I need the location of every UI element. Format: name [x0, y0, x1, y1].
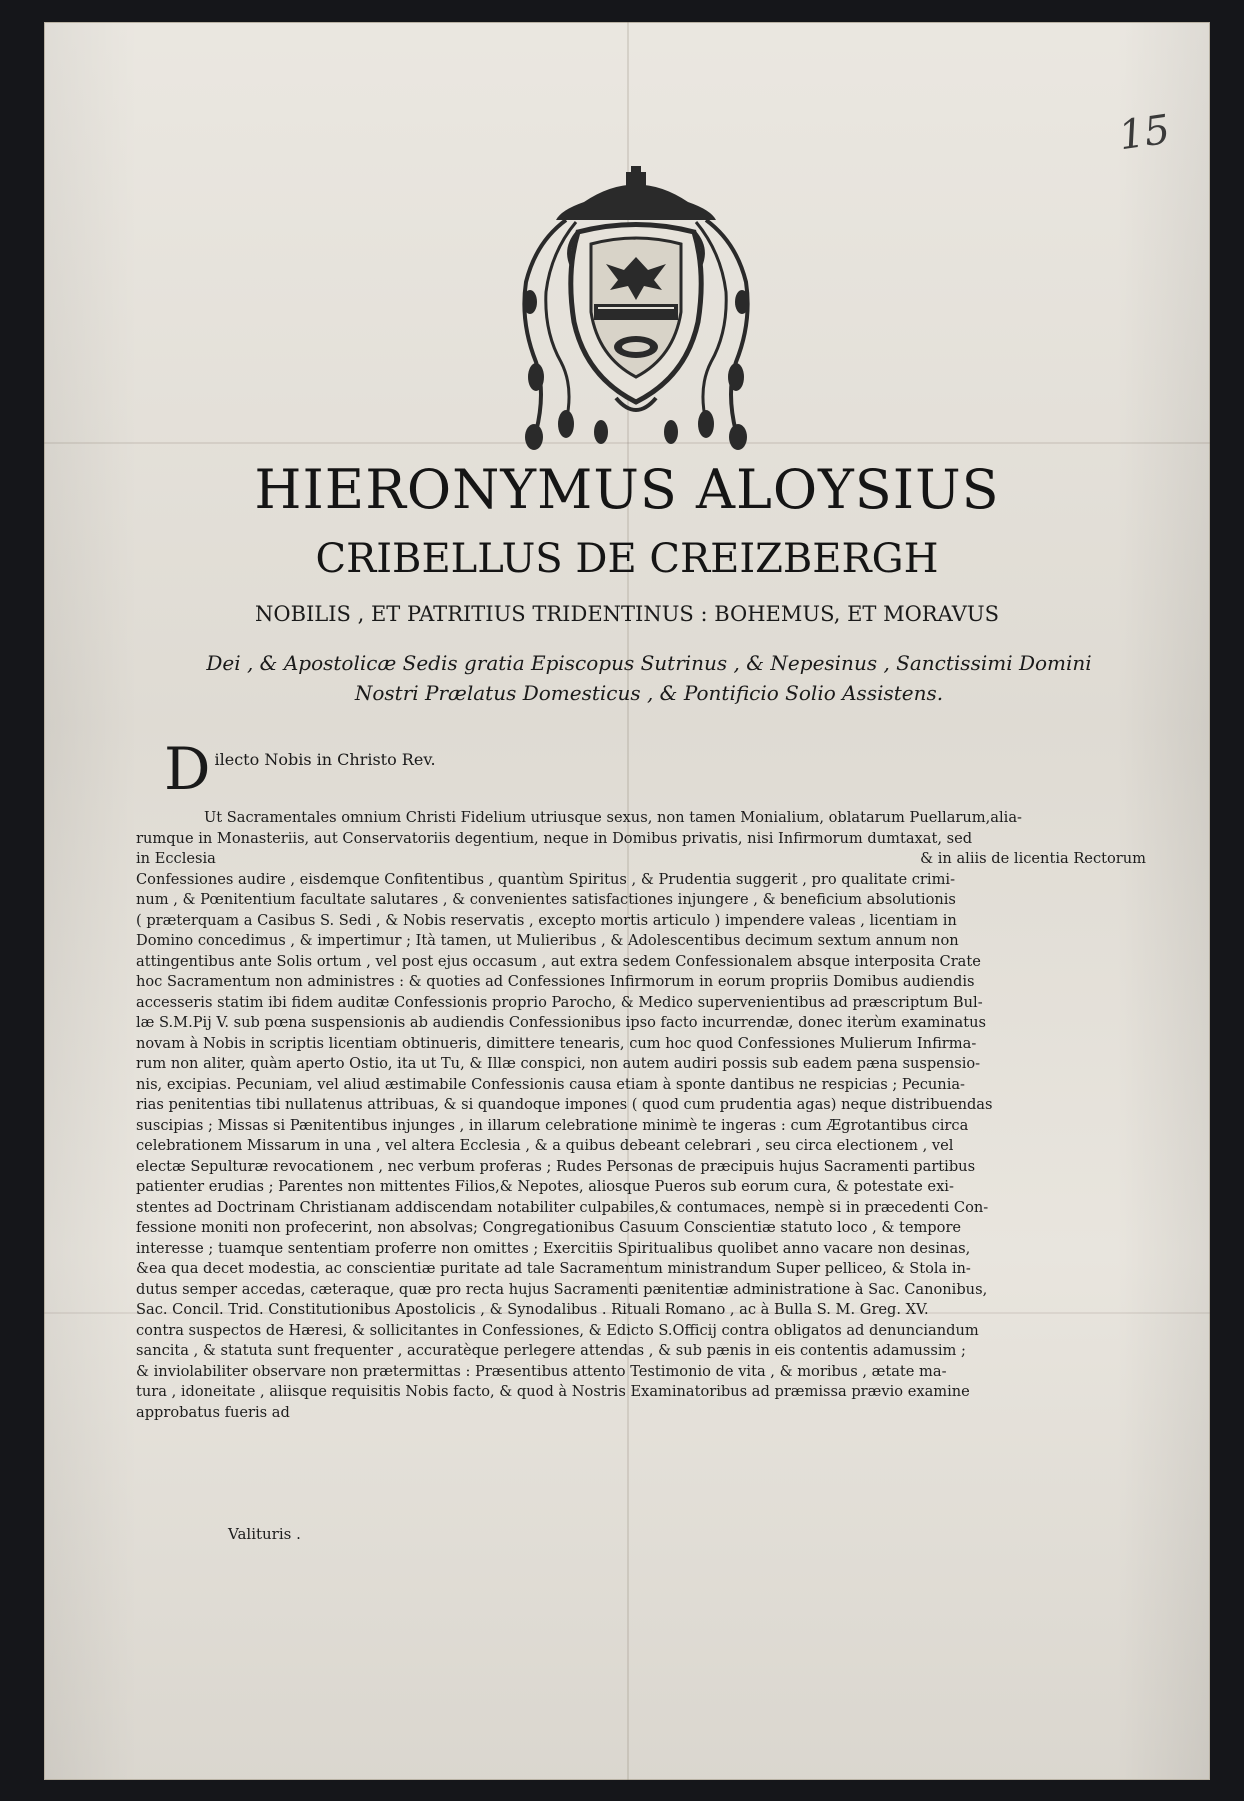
body-line: &ea qua decet modestia, ac conscientiæ puritate ad tale Sacramentum ministrandum Super pelliceo, & Stola in-: [136, 1260, 971, 1277]
heading-line-1: HIERONYMUS ALOYSIUS: [254, 458, 1000, 521]
salutation: [164, 735, 436, 803]
body-line: [136, 849, 1146, 870]
body-line: Confessiones audire , eisdemque Confitentibus , quantùm Spiritus , & Prudentia suggerit , pro qualitate crimi-: [136, 870, 956, 888]
body-line: fessione moniti non profecerint, non absolvas; Congregationibus Casuum Conscientiæ statuto loco , & tempore: [136, 1219, 962, 1236]
body-line: hoc Sacramentum non administres : & quoties ad Confessiones Infirmorum in eorum propriis Domibus audiendis: [136, 973, 975, 990]
body-line: sancita , & statuta sunt frequenter , accuratèque perlegere attendas , & sub pænis in eis contentis adamussim ;: [136, 1342, 966, 1359]
drop-cap: D: [164, 735, 211, 803]
body-line: rumque in Monasteriis, aut Conservatoriis degentium, neque in Domibus privatis, nisi Infirmorum dumtaxat, sed: [136, 829, 973, 847]
body-line: & inviolabiliter observare non prætermittas : Præsentibus attento Testimonio de vita , & moribus , ætate ma-: [136, 1362, 947, 1380]
coat-of-arms-icon: [506, 162, 766, 452]
body-line: patienter erudias ; Parentes non mittentes Filios,& Nepotes, aliosque Pueros sub eorum cura, & potestate exi-: [136, 1178, 954, 1195]
body-line: rias penitentias tibi nullatenus attribuas, & si quandoque impones ( quod cum prudentia agas) neque distribuendas: [136, 1096, 993, 1113]
body-line: dutus semper accedas, cæteraque, quæ pro recta hujus Sacramenti pænitentiæ administratione à Sac. Canonibus,: [136, 1280, 988, 1298]
salutation-text: ilecto Nobis in Christo Rev.: [214, 750, 436, 769]
body-line: stentes ad Doctrinam Christianam addiscendam notabiliter culpabiles,& contumaces, nempè si in præcedenti Con-: [136, 1198, 989, 1216]
body-line: ( præterquam a Casibus S. Sedi , & Nobis reservatis , excepto mortis articulo ) impendere valeas , licentiam in: [136, 911, 957, 929]
handwritten-page-number: 15: [1116, 106, 1173, 160]
body-line: nis, excipias. Pecuniam, vel aliud æstimabile Confessionis causa etiam à sponte dantibus ne respicias ; Pecunia-: [136, 1075, 965, 1093]
body-line: Domino concedimus , & impertimur ; Ità tamen, ut Mulieribus , & Adolescentibus decimum sextum annum non: [136, 932, 959, 949]
body-line: læ S.M.Pij V. sub pœna suspensionis ab audiendis Confessionibus ipso facto incurrendæ, donec iterùm examinatus: [136, 1014, 987, 1031]
closing-text: Valituris .: [228, 1525, 301, 1543]
body-line: rum non aliter, quàm aperto Ostio, ita ut Tu, & Illæ conspici, non autem audiri possis sub eadem pæna suspensio-: [136, 1055, 981, 1072]
body-line-left: in Ecclesia: [136, 850, 216, 867]
body-line: tura , idoneitate , aliisque requisitis Nobis facto, & quod à Nostris Examinatoribus ad præmissa prævio examine: [136, 1383, 970, 1400]
body-line: approbatus fueris ad: [136, 1403, 290, 1421]
heading-line-2: CRIBELLUS DE CREIZBERGH: [315, 536, 939, 582]
aside-right: & in aliis de licentia Rectorum: [920, 850, 1146, 867]
body-line: Ut Sacramentales omnium Christi Fidelium utriusque sexus, non tamen Monialium, oblatarum Puellarum,alia-: [204, 809, 1022, 826]
body-line: contra suspectos de Hæresi, & sollicitantes in Confessiones, & Edicto S.Officij contra obligatos ad denunciandum: [136, 1321, 979, 1339]
body-line: accesseris statim ibi fidem auditæ Confessionis proprio Parocho, & Medico supervenientibus ad præscriptum Bul-: [136, 993, 983, 1011]
document-sheet: [44, 22, 1210, 1780]
subtitle-line-1: Dei , & Apostolicæ Sedis gratia Episcopus Sutrinus , & Nepesinus , Sanctissimi Domini: [206, 651, 1092, 675]
subtitle-line-2: Nostri Prælatus Domesticus , & Pontificio Solio Assistens.: [354, 681, 944, 705]
heading-line-3: NOBILIS , ET PATRITIUS TRIDENTINUS : BOHEMUS, ET MORAVUS: [254, 602, 999, 626]
body-line: suscipias ; Missas si Pænitentibus injunges , in illarum celebratione minimè te ingeras : cum Ægrotantibus circa: [136, 1116, 969, 1134]
body-line: novam à Nobis in scriptis licentiam obtinueris, dimittere tenearis, cum hoc quod Confessiones Mulierum Infirma-: [136, 1034, 977, 1052]
body-line: electæ Sepulturæ revocationem , nec verbum proferas ; Rudes Personas de præcipuis hujus Sacramenti partibus: [136, 1157, 976, 1175]
body-line: celebrationem Missarum in una , vel altera Ecclesia , & a quibus debeant celebrari , seu circa electionem , vel: [136, 1137, 954, 1154]
license-body-text: [136, 808, 1146, 1423]
subtitle: [154, 648, 1144, 708]
body-line: num , & Pœnitentium facultate salutares , & convenientes satisfactiones injungere , & beneficium absolutionis: [136, 891, 956, 908]
body-line: attingentibus ante Solis ortum , vel post ejus occasum , aut extra sedem Confessionalem absque interposita Crate: [136, 952, 981, 970]
body-line: Sac. Concil. Trid. Constitutionibus Apostolicis , & Synodalibus . Rituali Romano , ac à Bulla S. M. Greg. XV.: [136, 1301, 929, 1318]
body-line: interesse ; tuamque sententiam proferre non omittes ; Exercitiis Spiritualibus quolibet anno vacare non desinas,: [136, 1239, 971, 1257]
